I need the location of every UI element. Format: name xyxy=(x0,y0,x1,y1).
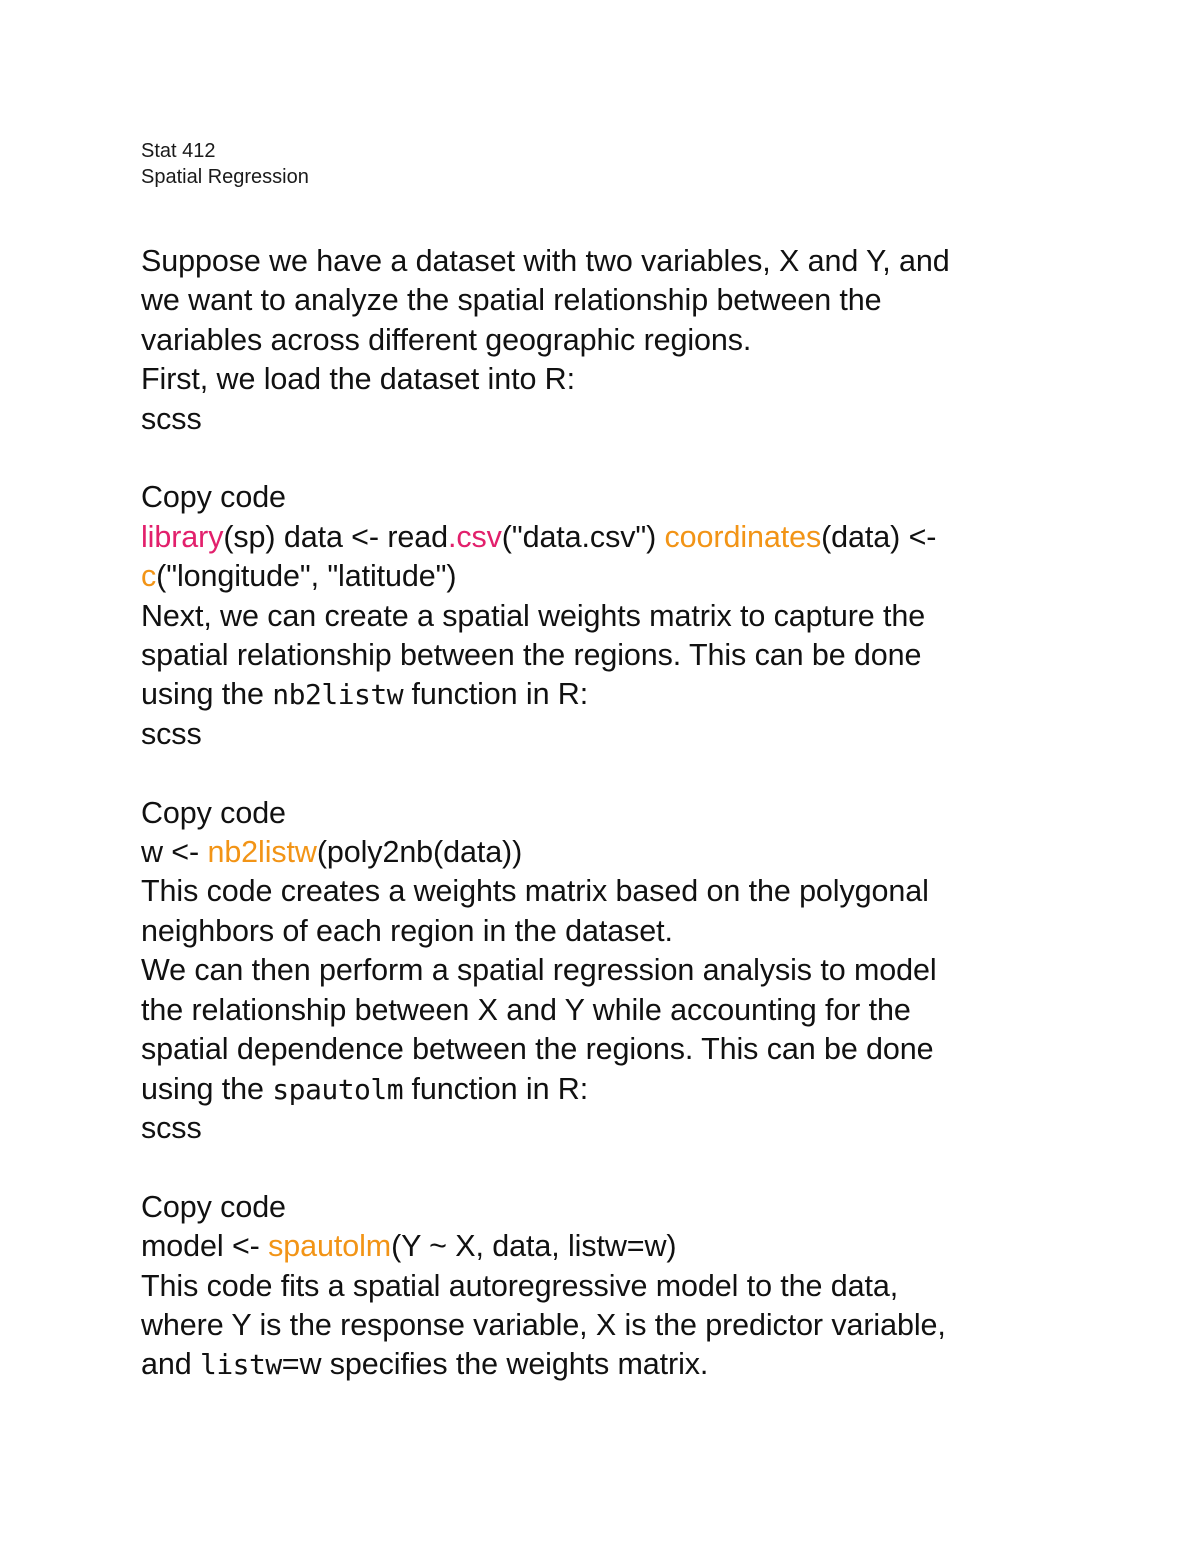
code-text: w <- xyxy=(141,835,208,870)
spacer xyxy=(141,439,1101,478)
intro-line-4: First, we load the dataset into R: xyxy=(141,362,575,397)
code-text: ("data.csv") xyxy=(501,519,665,554)
code-keyword: c xyxy=(141,559,157,594)
para2-line-1: Next, we can create a spatial weights matrix to capture the xyxy=(141,598,926,633)
code-language-label-3: scss xyxy=(141,1110,202,1145)
code-keyword: nb2listw xyxy=(207,835,317,870)
code-line-model xyxy=(141,1227,1101,1266)
code-keyword: coordinates xyxy=(664,519,822,554)
copy-code-label-1: Copy code xyxy=(141,480,286,515)
intro-line-2: we want to analyze the spatial relationship between the xyxy=(141,283,882,318)
inline-code: listw xyxy=(199,1348,282,1382)
document-subtitle: Spatial Regression xyxy=(141,166,309,188)
code-language-label-2: scss xyxy=(141,716,202,751)
para3-line-5: spatial dependence between the regions. This can be done xyxy=(141,1032,934,1067)
copy-code-label-3: Copy code xyxy=(141,1189,286,1224)
text: =w specifies the weights matrix. xyxy=(281,1347,709,1382)
spacer xyxy=(141,1148,1101,1187)
para3-line-6 xyxy=(141,1070,1101,1109)
code-text: (Y ~ X, data, listw=w) xyxy=(391,1229,677,1264)
para3-line-3: We can then perform a spatial regression analysis to model xyxy=(141,953,937,988)
para4-line-1: This code fits a spatial autoregressive model to the data, xyxy=(141,1268,899,1303)
code-text: ("longitude", "latitude") xyxy=(156,559,457,594)
spacer xyxy=(141,754,1101,793)
para3-line-2: neighbors of each region in the dataset. xyxy=(141,913,673,948)
document-body xyxy=(141,242,1101,1385)
copy-code-label-2: Copy code xyxy=(141,795,286,830)
para2-line-3 xyxy=(141,675,1101,714)
code-text: (sp) data <- read xyxy=(223,519,448,554)
para2-line-2: spatial relationship between the regions. This can be done xyxy=(141,638,922,673)
code-line-load-data xyxy=(141,518,1101,557)
code-keyword: spautolm xyxy=(268,1229,392,1264)
text: using the xyxy=(141,677,273,712)
code-keyword: library xyxy=(141,519,224,554)
document-page xyxy=(141,138,1101,1385)
intro-line-3: variables across different geographic regions. xyxy=(141,322,752,357)
code-line-coordinates xyxy=(141,557,1101,596)
para3-line-1: This code creates a weights matrix based on the polygonal xyxy=(141,874,929,909)
text: function in R: xyxy=(403,1071,589,1106)
code-text: (data) <- xyxy=(821,519,937,554)
para3-line-4: the relationship between X and Y while accounting for the xyxy=(141,992,911,1027)
intro-line-1: Suppose we have a dataset with two variables, X and Y, and xyxy=(141,244,950,278)
code-text: (poly2nb(data)) xyxy=(316,835,523,870)
code-line-weights xyxy=(141,833,1101,872)
code-text: model <- xyxy=(141,1229,269,1264)
para4-line-3 xyxy=(141,1345,1101,1384)
code-keyword: csv xyxy=(456,519,502,554)
text: using the xyxy=(141,1071,273,1106)
para4-line-2: where Y is the response variable, X is the predictor variable, xyxy=(141,1307,946,1342)
inline-code: spautolm xyxy=(272,1072,404,1106)
code-language-label-1: scss xyxy=(141,401,202,436)
text: and xyxy=(141,1347,200,1382)
text: function in R: xyxy=(403,677,589,712)
code-keyword: . xyxy=(447,519,457,554)
course-title: Stat 412 xyxy=(141,140,216,162)
inline-code: nb2listw xyxy=(272,678,404,712)
